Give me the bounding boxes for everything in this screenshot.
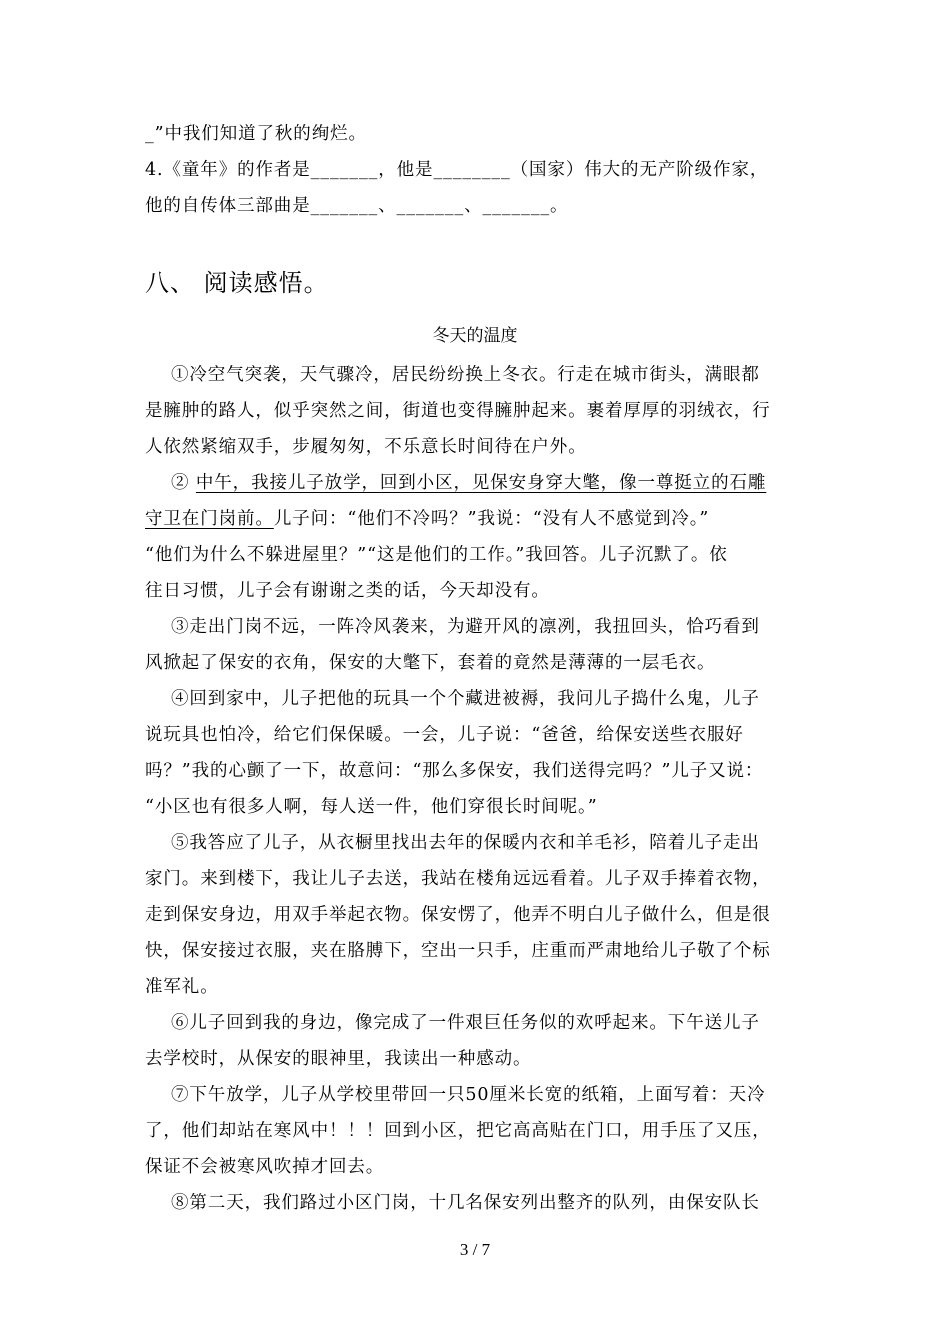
paragraph-line: 是臃肿的路人，似乎突然之间，街道也变得臃肿起来。裹着厚厚的羽绒衣，行 — [145, 401, 771, 421]
story-title: 冬天的温度 — [432, 326, 518, 346]
paragraph-line: 往日习惯，儿子会有谢谢之类的话，今天却没有。 — [145, 581, 550, 601]
paragraph-line: 准军礼。 — [145, 977, 219, 997]
underlined-sentence: 守卫在门岗前。 — [145, 509, 274, 529]
paragraph-line: ①冷空气突袭，天气骤冷，居民纷纷换上冬衣。行走在城市街头，满眼都 — [171, 365, 760, 385]
paragraph-line: “他们为什么不躲进屋里？”“这是他们的工作。”我回答。儿子沉默了。依 — [145, 545, 728, 565]
paragraph-text: 儿子问：“他们不冷吗？”我说：“没有人不感觉到冷。” — [273, 509, 710, 529]
paragraph-line: 家门。来到楼下，我让儿子去送，我站在楼角远远看着。儿子双手捧着衣物， — [145, 869, 771, 889]
paragraph-line: ⑥儿子回到我的身边，像完成了一件艰巨任务似的欢呼起来。下午送儿子 — [171, 1013, 760, 1033]
paragraph-marker: ② — [171, 473, 196, 493]
paragraph-line: 了，他们却站在寒风中！！！回到小区，把它高高贴在门口，用手压了又压， — [145, 1121, 771, 1141]
paragraph-line — [145, 501, 805, 537]
paragraph-line: ⑦下午放学，儿子从学校里带回一只50厘米长宽的纸箱，上面写着：天冷 — [171, 1085, 766, 1105]
paragraph-line: ⑤我答应了儿子，从衣橱里找出去年的保暖内衣和羊毛衫，陪着儿子走出 — [171, 833, 760, 853]
paragraph-2 — [145, 465, 805, 609]
paragraph-5 — [145, 825, 805, 1005]
paragraph-line — [145, 465, 805, 501]
page-number: 3 / 7 — [459, 1240, 491, 1259]
q4-line-2: 他的自传体三部曲是_______、_______、_______。 — [145, 196, 569, 216]
underlined-sentence: 中午，我接儿子放学，回到小区，见保安身穿大氅，像一尊挺立的石雕 — [195, 473, 767, 493]
section-title: 八、 阅读感悟。 — [145, 269, 329, 297]
paragraph-1 — [145, 357, 805, 465]
paragraph-line: “小区也有很多人啊，每人送一件，他们穿很长时间呢。” — [145, 797, 598, 817]
q4-line-1: 4.《童年》的作者是_______，他是________（国家）伟大的无产阶级作家， — [145, 160, 769, 180]
paragraph-line: 走到保安身边，用双手举起衣物。保安愣了，他弄不明白儿子做什么，但是很 — [145, 905, 771, 925]
paragraph-line: ④回到家中，儿子把他的玩具一个个藏进被褥，我问儿子捣什么鬼，儿子 — [171, 689, 760, 709]
paragraph-line: ③走出门岗不远，一阵冷风袭来，为避开风的凛冽，我扭回头，恰巧看到 — [171, 617, 760, 637]
paragraph-line: ⑧第二天，我们路过小区门岗，十几名保安列出整齐的队列，由保安队长 — [171, 1193, 760, 1213]
paragraph-line: 去学校时，从保安的眼神里，我读出一种感动。 — [145, 1049, 532, 1069]
paragraph-3 — [145, 609, 805, 681]
document-page — [145, 116, 805, 1221]
paragraph-8 — [145, 1185, 805, 1221]
paragraph-line: 人依然紧缩双手，步履匆匆，不乐意长时间待在户外。 — [145, 437, 587, 457]
paragraph-line: 说玩具也怕冷，给它们保保暖。一会，儿子说：“爸爸，给保安送些衣服好 — [145, 725, 744, 745]
paragraph-4 — [145, 681, 805, 825]
paragraph-6 — [145, 1005, 805, 1077]
q3-continuation: _”中我们知道了秋的绚烂。 — [145, 124, 367, 144]
paragraph-line: 吗？”我的心颤了一下，故意问：“那么多保安，我们送得完吗？”儿子又说： — [145, 761, 764, 781]
paragraph-7 — [145, 1077, 805, 1185]
paragraph-line: 保证不会被寒风吹掉才回去。 — [145, 1157, 385, 1177]
paragraph-line: 快，保安接过衣服，夹在胳膊下，空出一只手，庄重而严肃地给儿子敬了个标 — [145, 941, 771, 961]
paragraph-line: 风掀起了保安的衣角，保安的大氅下，套着的竟然是薄薄的一层毛衣。 — [145, 653, 716, 673]
